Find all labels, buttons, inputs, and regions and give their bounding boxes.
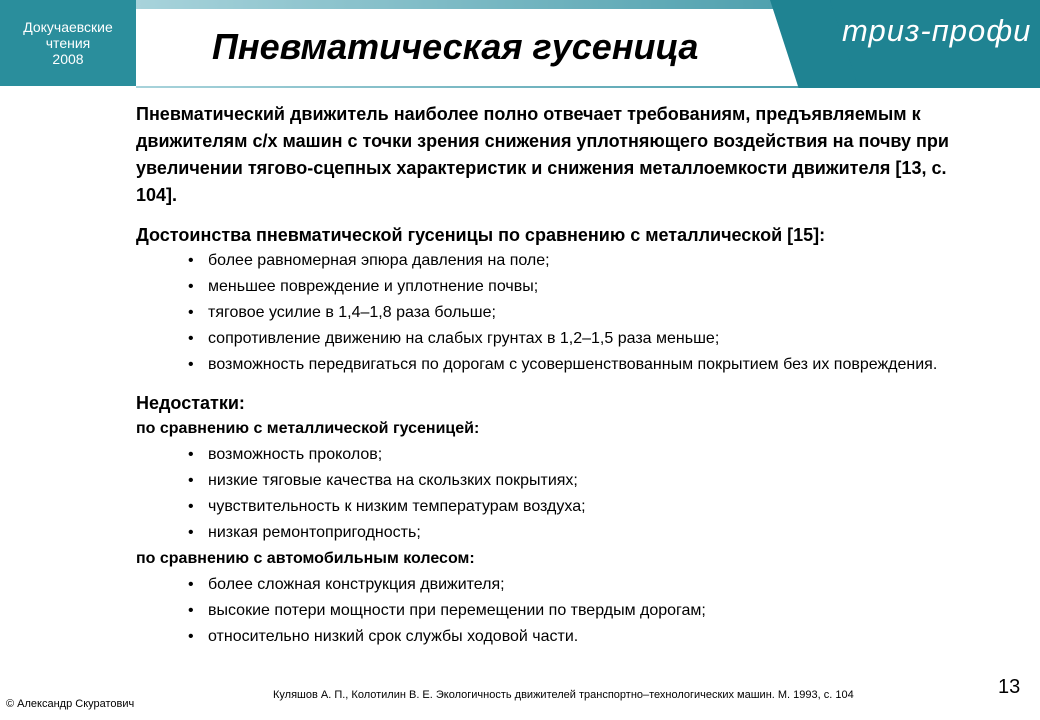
bullet-icon: • (188, 576, 194, 593)
bullet-icon: • (188, 498, 194, 515)
bullet-icon: • (188, 602, 194, 619)
source-reference: Куляшов А. П., Колотилин В. Е. Экологичность движителей транспортно–технологических машин. М. 1993, с. 104 (273, 689, 854, 701)
event-name-line1: Докучаевские (23, 19, 113, 35)
wheel-disadvantages-list (136, 572, 986, 650)
intro-paragraph: Пневматический движитель наиболее полно отвечает требованиям, предъявляемым к движителям с/х машин с точки зрения снижения уплотняющего воздействия на почву при увеличении тягово-сцепных характеристик и снижения металлоемкости движителя [13, с. 104]. (136, 104, 949, 205)
bullet-icon: • (188, 356, 194, 373)
slide-title: Пневматическая гусеница (212, 26, 699, 67)
bullet-icon: • (188, 628, 194, 645)
list-item: • сопротивление движению на слабых грунтах в 1,2–1,5 раза меньше; (188, 326, 986, 352)
event-name-line2: чтения (45, 35, 91, 51)
advantages-heading: Достоинства пневматической гусеницы по сравнению с металлической [15]: (136, 225, 826, 245)
wheel-comparison-subheading: по сравнению с автомобильным колесом: (136, 550, 475, 567)
event-badge (0, 0, 136, 86)
bullet-icon: • (188, 472, 194, 489)
list-item: • чувствительность к низким температурам воздуха; (188, 494, 986, 520)
list-item: • тяговое усилие в 1,4–1,8 раза больше; (188, 300, 986, 326)
brand-logo: триз-профи (842, 13, 1032, 48)
bullet-icon: • (188, 524, 194, 541)
list-item: • более сложная конструкция движителя; (188, 572, 986, 598)
metal-comparison-subheading: по сравнению с металлической гусеницей: (136, 420, 480, 437)
advantages-list (136, 248, 986, 378)
bullet-icon: • (188, 278, 194, 295)
bullet-icon: • (188, 446, 194, 463)
event-year: 2008 (52, 51, 84, 67)
list-item: • низкие тяговые качества на скользких покрытиях; (188, 468, 986, 494)
list-item: • относительно низкий срок службы ходовой части. (188, 624, 986, 650)
bullet-icon: • (188, 252, 194, 269)
list-item: • возможность проколов; (188, 442, 986, 468)
page-number: 13 (998, 676, 1021, 698)
list-item: • более равномерная эпюра давления на поле; (188, 248, 986, 274)
list-item: • низкая ремонтопригодность; (188, 520, 986, 546)
list-item: • меньшее повреждение и уплотнение почвы; (188, 274, 986, 300)
slide-content (136, 101, 986, 650)
copyright-notice: © Александр Скуратович (6, 698, 135, 710)
bullet-icon: • (188, 304, 194, 321)
disadvantages-heading: Недостатки: (136, 393, 245, 413)
list-item: • высокие потери мощности при перемещении по твердым дорогам; (188, 598, 986, 624)
metal-disadvantages-list (136, 442, 986, 546)
list-item: • возможность передвигаться по дорогам с усовершенствованным покрытием без их повреждения. (188, 352, 986, 378)
bullet-icon: • (188, 330, 194, 347)
